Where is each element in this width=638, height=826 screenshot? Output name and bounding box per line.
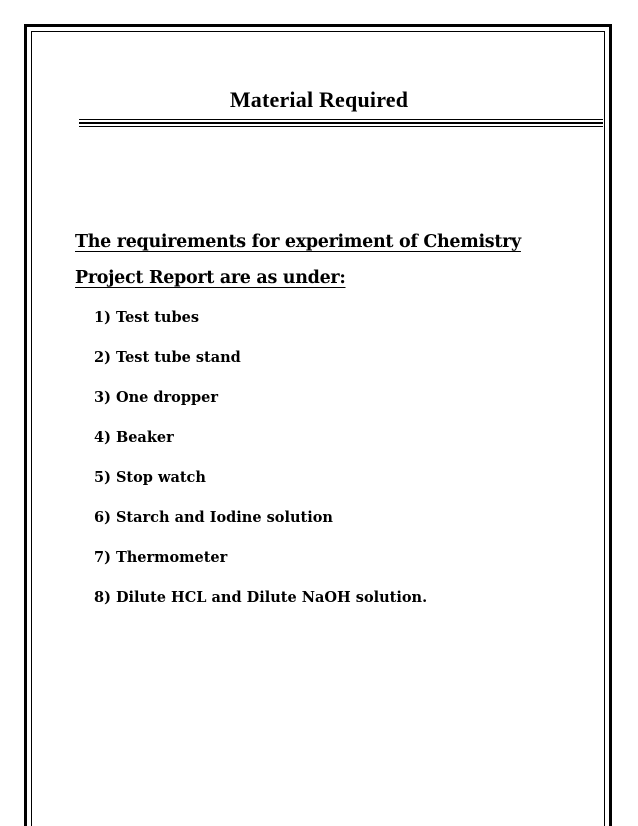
divider-line-middle bbox=[79, 122, 603, 124]
list-item-label: Thermometer bbox=[115, 549, 228, 566]
intro-heading bbox=[75, 224, 575, 296]
list-item-number: 2) bbox=[94, 349, 111, 366]
list-item bbox=[94, 425, 427, 465]
list-item bbox=[94, 345, 427, 385]
list-item-number: 6) bbox=[94, 509, 111, 526]
list-item bbox=[94, 305, 427, 345]
divider-line-top bbox=[79, 119, 603, 120]
list-item-number: 7) bbox=[94, 549, 111, 566]
divider-line-bottom bbox=[79, 126, 603, 127]
list-item-label: Beaker bbox=[115, 429, 174, 446]
list-item-number: 5) bbox=[94, 469, 111, 486]
list-item bbox=[94, 545, 427, 585]
title-divider bbox=[79, 119, 603, 127]
list-item-label: Starch and Iodine solution bbox=[115, 509, 333, 526]
list-item-number: 3) bbox=[94, 389, 111, 406]
list-item-number: 8) bbox=[94, 589, 111, 606]
intro-line-1: The requirements for experiment of Chemistry bbox=[75, 231, 521, 252]
list-item-number: 4) bbox=[94, 429, 111, 446]
list-item bbox=[94, 505, 427, 545]
requirements-list bbox=[94, 305, 427, 625]
list-item-label: Test tube stand bbox=[115, 349, 241, 366]
list-item bbox=[94, 465, 427, 505]
list-item-label: Test tubes bbox=[115, 309, 199, 326]
list-item bbox=[94, 385, 427, 425]
list-item-label: Stop watch bbox=[115, 469, 206, 486]
intro-line-2: Project Report are as under: bbox=[75, 267, 346, 288]
list-item-label: Dilute HCL and Dilute NaOH solution. bbox=[115, 589, 428, 606]
page-title: Material Required bbox=[229, 86, 409, 112]
list-item-label: One dropper bbox=[115, 389, 218, 406]
list-item bbox=[94, 585, 427, 625]
list-item-number: 1) bbox=[94, 309, 111, 326]
